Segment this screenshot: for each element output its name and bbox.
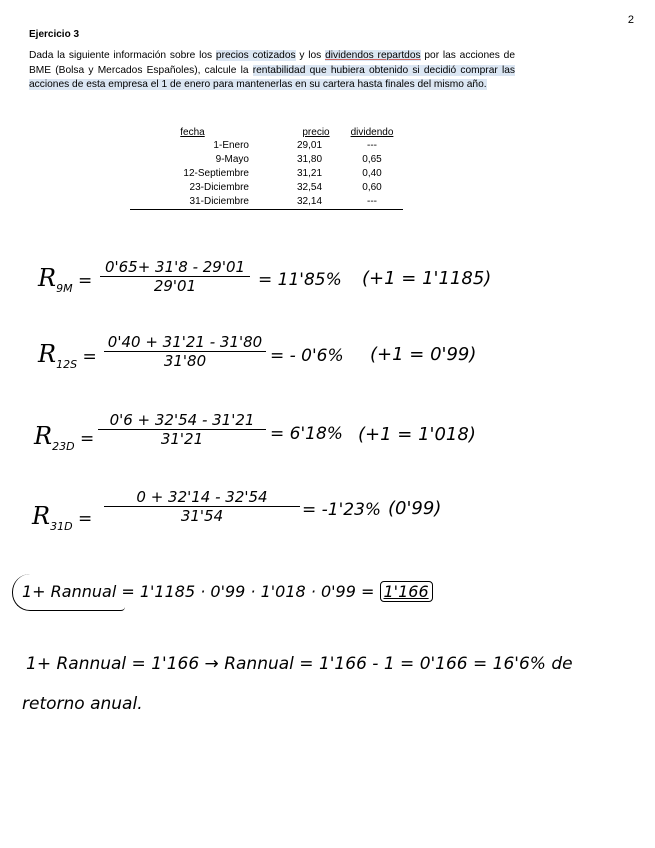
annual-return-conclusion: retorno anual. <box>22 694 143 714</box>
eq2-numerator: 0'40 + 31'21 - 31'80 <box>107 333 263 351</box>
eq1-label: $R_{9M}$ = <box>38 264 93 295</box>
page-number: 2 <box>627 14 634 26</box>
eq2-factor: (+1 = 0'99) <box>370 344 477 365</box>
annual-product-value: 1'166 <box>380 581 433 602</box>
eq4-denominator: 31'54 <box>180 507 224 525</box>
cell-fecha: 31-Diciembre <box>130 195 255 210</box>
annual-product-rhs: = 1'1185 · 0'99 · 1'018 · 0'99 = <box>121 582 375 601</box>
eq4-fraction <box>104 488 300 525</box>
col-header-precio: precio <box>302 127 330 138</box>
annual-return-calc: 1+ Rannual = 1'166 → Rannual = 1'166 - 1 = 0'166 = 16'6% de <box>26 654 573 674</box>
table-row <box>130 139 403 153</box>
problem-statement <box>29 49 515 93</box>
eq3-fraction <box>98 411 266 448</box>
annual-product <box>22 582 433 601</box>
eq1-factor: (+1 = 1'1185) <box>362 268 492 289</box>
table-row <box>130 153 403 167</box>
eq4-label: $R_{31D}$ = <box>32 502 93 533</box>
cell-precio: 32,14 <box>255 195 341 210</box>
cell-dividendo: 0,65 <box>362 154 382 165</box>
statement-text-1: Dada la siguiente información sobre los <box>29 50 216 61</box>
table-row <box>130 195 403 210</box>
eq1-numerator: 0'65+ 31'8 - 29'01 <box>104 258 246 276</box>
cell-precio: 31,21 <box>297 168 323 179</box>
highlight-precios: precios cotizados <box>215 50 296 61</box>
cell-dividendo: --- <box>367 140 377 151</box>
cell-dividendo: 0,60 <box>362 182 382 193</box>
cell-precio: 31,80 <box>297 154 323 165</box>
statement-text-3: por las acciones de BME (Bolsa y Mercados Españoles), calcule la <box>29 50 516 76</box>
col-header-fecha: fecha <box>180 127 205 138</box>
eq2-label: $R_{12S}$ = <box>38 340 97 371</box>
eq1-denominator: 29'01 <box>153 277 197 295</box>
eq3-label: $R_{23D}$ = <box>34 422 95 453</box>
eq4-result: = -1'23% <box>302 500 382 520</box>
eq2-result: = - 0'6% <box>270 346 344 366</box>
col-header-dividendo: dividendo <box>350 127 394 138</box>
cell-dividendo: --- <box>341 195 403 210</box>
cell-fecha: 23-Diciembre <box>189 182 249 193</box>
eq3-factor: (+1 = 1'018) <box>358 424 476 445</box>
eq3-denominator: 31'21 <box>160 430 204 448</box>
cell-precio: 32,54 <box>297 182 323 193</box>
table-header-row <box>130 126 403 139</box>
eq4-numerator: 0 + 32'14 - 32'54 <box>136 488 268 506</box>
cell-fecha: 12-Septiembre <box>183 168 249 179</box>
statement-text-2: y los <box>295 50 326 61</box>
cell-fecha: 9-Mayo <box>215 154 249 165</box>
table-row <box>130 181 403 195</box>
exercise-heading: Ejercicio 3 <box>29 29 80 40</box>
annual-product-lhs: 1+ Rannual <box>22 582 117 601</box>
eq1-result: = 11'85% <box>258 270 342 290</box>
cell-fecha: 1-Enero <box>213 140 249 151</box>
cell-precio: 29,01 <box>297 140 323 151</box>
table-row <box>130 167 403 181</box>
eq1-fraction <box>100 258 250 295</box>
highlight-rentabilidad: rentabilidad que hubiera obtenido si decidió comprar las acciones de esta empresa el 1 de enero para mantenerlas en su cartera hasta finales del mismo año. <box>29 64 515 91</box>
eq4-factor: (0'99) <box>388 498 442 519</box>
eq2-fraction <box>104 333 266 370</box>
highlight-dividendos: dividendos repartdos <box>325 50 421 61</box>
eq2-denominator: 31'80 <box>163 352 207 370</box>
cell-dividendo: 0,40 <box>362 168 382 179</box>
eq3-result: = 6'18% <box>270 424 343 444</box>
eq3-numerator: 0'6 + 32'54 - 31'21 <box>109 411 255 429</box>
price-dividend-table <box>130 126 403 210</box>
